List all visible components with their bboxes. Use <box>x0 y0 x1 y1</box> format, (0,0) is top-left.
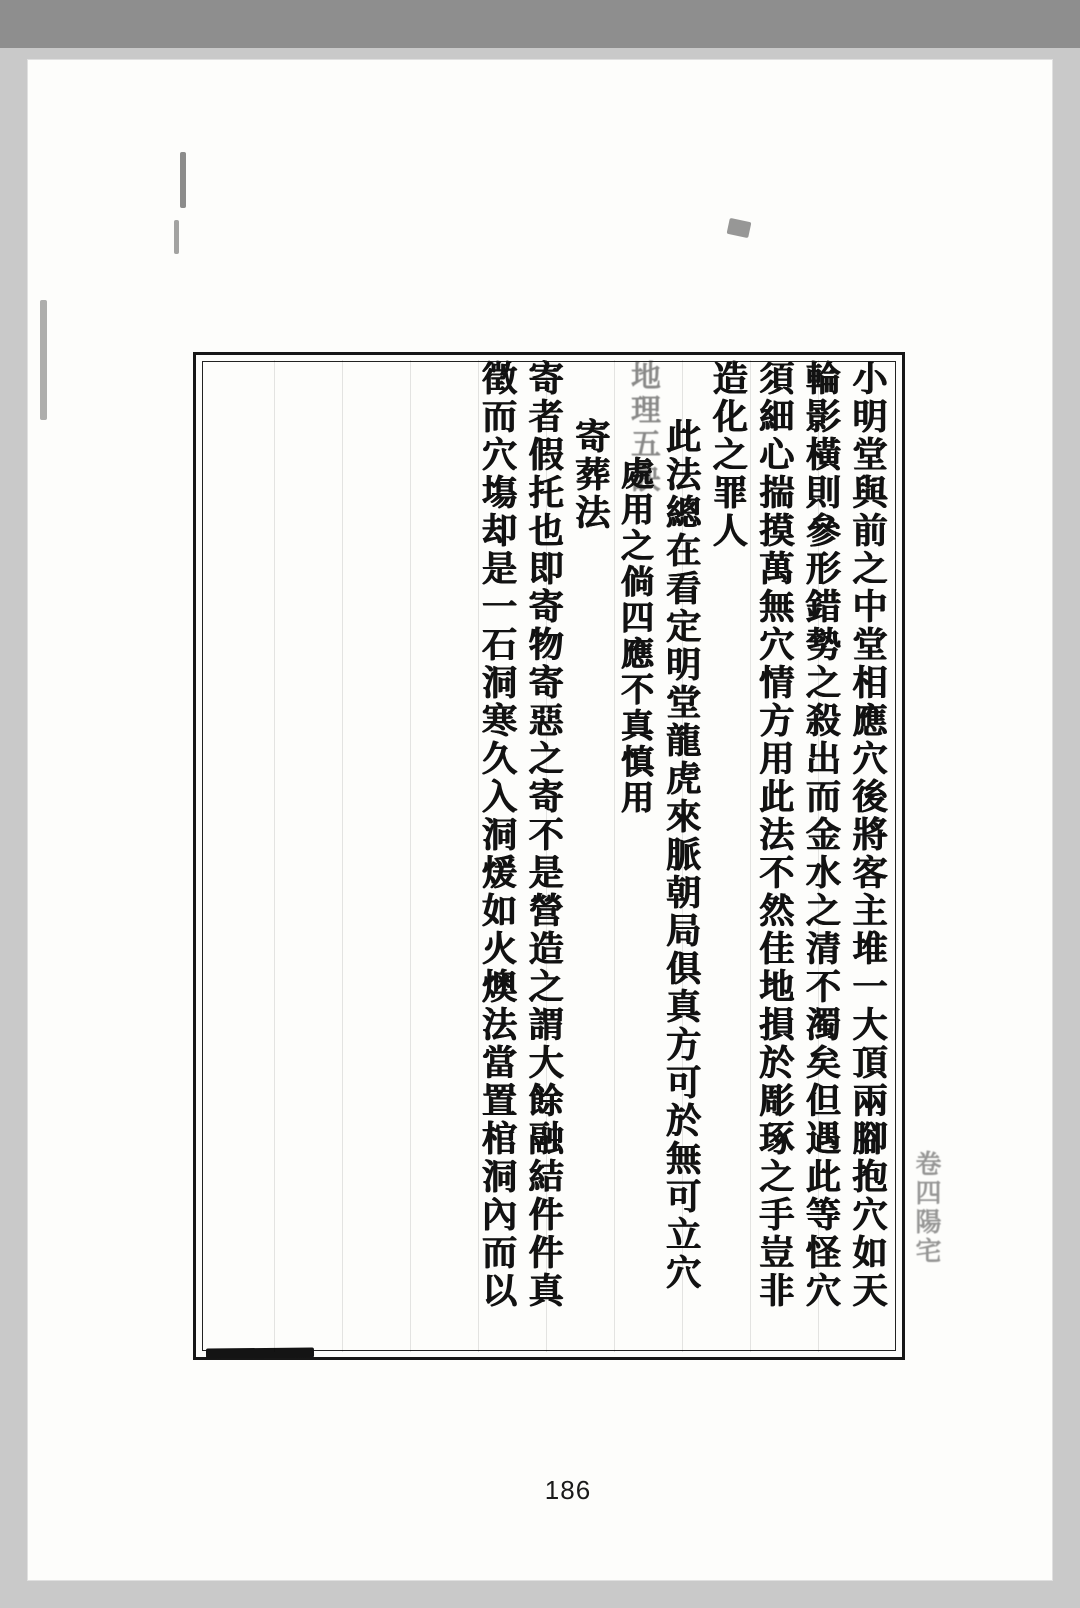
text-column-9: 徵而穴塲却是一石洞寒久入洞煖如火燠法當置棺洞內而以 <box>476 360 518 1310</box>
margin-header-text: 地理五訣 <box>625 360 660 496</box>
text-column-7-section-title: 寄葬法 <box>569 418 611 532</box>
text-column-3: 須細心揣摸萬無穴情方用此法不然佳地損於彫琢之手豈非 <box>753 360 795 1310</box>
text-column-1: 小明堂與前之中堂相應穴後將客主堆一大頂兩腳抱穴如天 <box>847 360 888 1310</box>
text-column-5: 此法總在看定明堂龍虎來脈朝局俱真方可於無可立穴 <box>660 418 702 1292</box>
ink-smudge <box>174 220 179 254</box>
ink-smudge <box>180 152 186 208</box>
ink-smudge <box>727 218 752 238</box>
text-column-6: 處用之倘四應不真慎用 <box>616 456 656 816</box>
ink-smudge <box>40 300 47 420</box>
text-column-8: 寄者假托也即寄物寄惡之寄不是營造之謂大餘融結件件真 <box>523 360 565 1310</box>
text-column-2: 輪影橫則參形錯勢之殺出而金水之清不濁矣但遇此等怪穴 <box>800 360 842 1310</box>
scan-top-band <box>0 0 1080 48</box>
text-block <box>208 360 890 1352</box>
text-column-4-heading: 造化之罪人 <box>707 360 749 550</box>
page-number: 186 <box>544 1475 592 1505</box>
margin-side-text: 卷四陽宅 <box>911 1150 941 1266</box>
paper-sheet <box>28 60 1052 1580</box>
